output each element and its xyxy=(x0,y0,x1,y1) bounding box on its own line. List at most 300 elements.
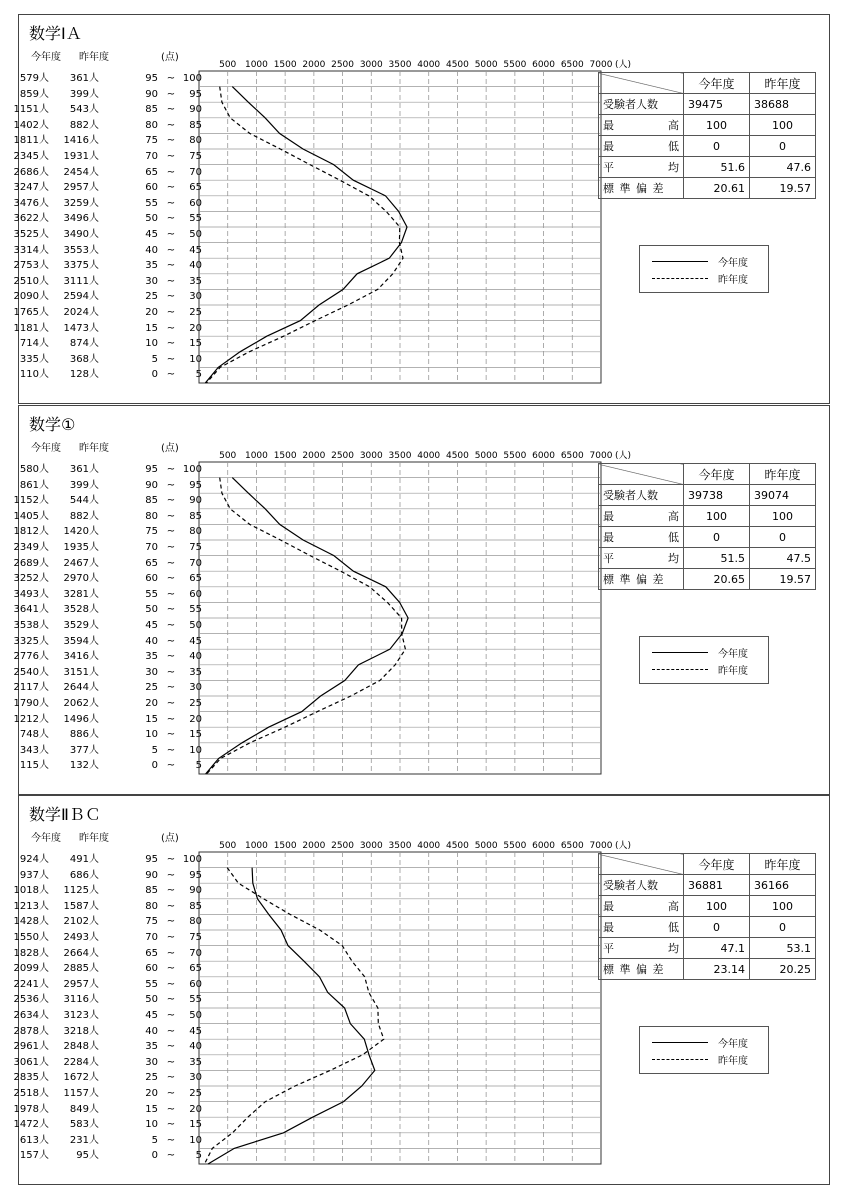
x-tick-label: 7000 xyxy=(589,451,613,461)
score-band-tilde: ~ xyxy=(166,885,176,897)
stats-value-previous: 39074 xyxy=(750,485,816,506)
current-year-count: 2536人 xyxy=(13,994,49,1006)
previous-year-count: 1157人 xyxy=(63,1088,99,1099)
previous-year-count: 886人 xyxy=(69,729,99,741)
series-line-previous xyxy=(207,478,406,774)
stats-value-previous: 100 xyxy=(750,115,816,136)
score-band-low: 70 xyxy=(145,151,158,162)
score-band-low: 80 xyxy=(145,900,158,912)
score-band-low: 75 xyxy=(145,135,158,147)
previous-year-count: 1416人 xyxy=(63,135,99,147)
score-band-tilde: ~ xyxy=(166,369,176,381)
stats-label: 最 高 xyxy=(599,506,684,527)
current-year-count: 3641人 xyxy=(13,604,49,616)
score-band-high: 30 xyxy=(189,1072,202,1084)
current-year-count: 1812人 xyxy=(13,526,49,538)
score-band-high: 80 xyxy=(189,526,202,538)
previous-year-count: 2664人 xyxy=(63,947,99,959)
score-band-low: 95 xyxy=(145,854,158,865)
score-band-high: 75 xyxy=(189,932,202,943)
previous-year-count: 399人 xyxy=(69,88,99,100)
x-tick-label: 6000 xyxy=(532,60,556,70)
stats-value-current: 20.61 xyxy=(684,178,750,199)
score-band-tilde: ~ xyxy=(166,166,176,178)
previous-year-count: 882人 xyxy=(69,119,99,131)
current-year-count: 2345人 xyxy=(13,151,49,162)
score-band-tilde: ~ xyxy=(166,854,176,865)
previous-year-count: 2644人 xyxy=(63,682,99,694)
score-band-high: 25 xyxy=(189,307,202,318)
previous-year-count: 686人 xyxy=(69,869,99,881)
score-band-low: 55 xyxy=(145,588,158,600)
x-tick-label: 500 xyxy=(219,451,237,461)
score-band-low: 50 xyxy=(145,994,158,1006)
stats-corner xyxy=(599,464,684,485)
score-band-low: 5 xyxy=(151,353,158,365)
score-band-tilde: ~ xyxy=(166,353,176,365)
current-year-count: 714人 xyxy=(19,338,49,350)
score-band-high: 90 xyxy=(189,885,202,897)
stats-value-previous: 100 xyxy=(750,506,816,527)
previous-year-count: 377人 xyxy=(69,744,99,756)
current-year-count: 859人 xyxy=(19,88,49,100)
score-band-tilde: ~ xyxy=(166,291,176,303)
score-band-low: 45 xyxy=(145,229,158,240)
previous-year-count: 128人 xyxy=(69,369,99,381)
x-tick-label: 2000 xyxy=(302,841,326,851)
score-band-low: 15 xyxy=(145,1103,158,1115)
chart-panel xyxy=(13,795,830,1185)
score-band-high: 95 xyxy=(189,869,202,881)
current-year-count: 1018人 xyxy=(13,885,49,897)
previous-year-count: 368人 xyxy=(69,353,99,365)
score-band-low: 50 xyxy=(145,213,158,225)
legend-dashed-line xyxy=(652,278,708,279)
chart-title: 数学ⅠＡ xyxy=(29,24,82,43)
stats-label: 最 低 xyxy=(599,917,684,938)
current-year-count: 1152人 xyxy=(13,495,49,507)
previous-year-count: 3151人 xyxy=(63,666,99,678)
score-band-tilde: ~ xyxy=(166,104,176,116)
score-band-tilde: ~ xyxy=(166,182,176,194)
header-current-year: 今年度 xyxy=(31,52,61,63)
current-year-count: 2510人 xyxy=(13,275,49,287)
current-year-count: 1405人 xyxy=(13,510,49,522)
stats-value-previous: 0 xyxy=(750,917,816,938)
score-band-tilde: ~ xyxy=(166,73,176,84)
score-band-tilde: ~ xyxy=(166,479,176,491)
score-band-low: 80 xyxy=(145,119,158,131)
score-band-tilde: ~ xyxy=(166,244,176,256)
x-tick-label: 1000 xyxy=(244,841,268,851)
current-year-count: 115人 xyxy=(19,760,49,772)
previous-year-count: 3111人 xyxy=(63,275,99,287)
score-band-high: 35 xyxy=(189,275,202,287)
legend xyxy=(639,1026,769,1074)
score-band-low: 30 xyxy=(145,666,158,678)
stats-value-current: 100 xyxy=(684,506,750,527)
stats-label: 標 準 偏 差 xyxy=(599,569,684,590)
previous-year-count: 2594人 xyxy=(63,291,99,303)
stats-value-current: 20.65 xyxy=(684,569,750,590)
score-band-high: 50 xyxy=(189,1010,202,1021)
stats-value-current: 100 xyxy=(684,896,750,917)
score-band-low: 80 xyxy=(145,510,158,522)
series-line-current xyxy=(206,478,409,774)
current-year-count: 110人 xyxy=(19,369,49,381)
score-band-low: 55 xyxy=(145,197,158,209)
score-band-tilde: ~ xyxy=(166,1103,176,1115)
score-band-high: 15 xyxy=(189,338,202,350)
current-year-count: 2117人 xyxy=(13,682,49,694)
previous-year-count: 132人 xyxy=(69,760,99,772)
legend-dashed-line xyxy=(652,669,708,670)
x-tick-label: 500 xyxy=(219,841,237,851)
x-tick-label: 3500 xyxy=(388,451,412,461)
stats-label: 最 高 xyxy=(599,896,684,917)
current-year-count: 343人 xyxy=(19,744,49,756)
score-band-high: 40 xyxy=(189,1041,202,1053)
x-tick-label: 4000 xyxy=(417,60,441,70)
score-band-high: 25 xyxy=(189,698,202,709)
current-year-count: 2241人 xyxy=(13,978,49,990)
current-year-count: 2090人 xyxy=(13,291,49,303)
score-band-high: 65 xyxy=(189,573,202,585)
score-band-high: 70 xyxy=(189,166,202,178)
current-year-count: 1402人 xyxy=(13,119,49,131)
x-tick-label: 5500 xyxy=(503,451,527,461)
stats-value-current: 51.5 xyxy=(684,548,750,569)
x-tick-label: 4500 xyxy=(445,60,469,70)
x-tick-label: 4000 xyxy=(417,451,441,461)
x-tick-label: 5500 xyxy=(503,841,527,851)
stats-header-previous: 昨年度 xyxy=(750,73,816,94)
score-band-low: 85 xyxy=(145,104,158,116)
stats-value-previous: 0 xyxy=(750,527,816,548)
previous-year-count: 3528人 xyxy=(63,604,99,616)
x-tick-label: 500 xyxy=(219,60,237,70)
score-band-tilde: ~ xyxy=(166,651,176,663)
score-band-tilde: ~ xyxy=(166,229,176,240)
score-band-low: 40 xyxy=(145,635,158,647)
score-band-tilde: ~ xyxy=(166,1041,176,1053)
stats-header-current: 今年度 xyxy=(684,854,750,875)
score-band-low: 65 xyxy=(145,557,158,569)
current-year-count: 613人 xyxy=(19,1134,49,1146)
x-tick-label: 2500 xyxy=(331,841,355,851)
score-band-low: 30 xyxy=(145,1056,158,1068)
previous-year-count: 1125人 xyxy=(63,885,99,897)
score-band-high: 60 xyxy=(189,588,202,600)
legend-label-previous: 昨年度 xyxy=(718,1056,748,1067)
score-band-high: 30 xyxy=(189,291,202,303)
score-band-low: 10 xyxy=(145,729,158,741)
score-band-low: 35 xyxy=(145,260,158,272)
score-band-tilde: ~ xyxy=(166,526,176,538)
current-year-count: 2349人 xyxy=(13,542,49,553)
score-band-high: 85 xyxy=(189,900,202,912)
current-year-count: 1811人 xyxy=(13,135,49,147)
header-points-unit: (点) xyxy=(161,443,179,454)
score-band-low: 35 xyxy=(145,651,158,663)
previous-year-count: 2493人 xyxy=(63,932,99,943)
score-band-tilde: ~ xyxy=(166,916,176,928)
score-band-low: 55 xyxy=(145,978,158,990)
legend-solid-line xyxy=(652,652,708,653)
current-year-count: 2634人 xyxy=(13,1010,49,1021)
score-band-tilde: ~ xyxy=(166,1119,176,1131)
series-line-current xyxy=(205,87,407,383)
score-band-high: 50 xyxy=(189,229,202,240)
stats-value-current: 0 xyxy=(684,917,750,938)
score-band-high: 95 xyxy=(189,88,202,100)
score-band-low: 90 xyxy=(145,869,158,881)
current-year-count: 1181人 xyxy=(13,322,49,334)
current-year-count: 157人 xyxy=(19,1150,49,1162)
x-tick-label: 6500 xyxy=(560,451,584,461)
score-band-tilde: ~ xyxy=(166,275,176,287)
score-band-high: 25 xyxy=(189,1088,202,1099)
previous-year-count: 2102人 xyxy=(63,916,99,928)
series-line-previous xyxy=(206,87,403,383)
x-tick-label: 1000 xyxy=(244,60,268,70)
score-band-high: 20 xyxy=(189,1103,202,1115)
score-band-high: 60 xyxy=(189,978,202,990)
stats-value-current: 51.6 xyxy=(684,157,750,178)
previous-year-count: 3218人 xyxy=(63,1025,99,1037)
legend-label-previous: 昨年度 xyxy=(718,666,748,677)
score-band-high: 40 xyxy=(189,651,202,663)
score-band-high: 60 xyxy=(189,197,202,209)
score-band-low: 45 xyxy=(145,1010,158,1021)
score-band-tilde: ~ xyxy=(166,744,176,756)
previous-year-count: 491人 xyxy=(69,854,99,865)
score-band-tilde: ~ xyxy=(166,151,176,162)
current-year-count: 3538人 xyxy=(13,620,49,631)
stats-label: 平 均 xyxy=(599,938,684,959)
stats-table xyxy=(598,853,816,980)
legend-solid-line xyxy=(652,1042,708,1043)
score-band-low: 15 xyxy=(145,322,158,334)
x-tick-label: 7000 xyxy=(589,60,613,70)
current-year-count: 2753人 xyxy=(13,260,49,272)
current-year-count: 3247人 xyxy=(13,182,49,194)
score-band-low: 75 xyxy=(145,916,158,928)
previous-year-count: 399人 xyxy=(69,479,99,491)
score-band-tilde: ~ xyxy=(166,1150,176,1162)
stats-table xyxy=(598,463,816,590)
stats-label: 最 低 xyxy=(599,136,684,157)
score-band-low: 70 xyxy=(145,932,158,943)
legend xyxy=(639,636,769,684)
score-band-high: 50 xyxy=(189,620,202,631)
x-tick-label: 6500 xyxy=(560,841,584,851)
score-band-tilde: ~ xyxy=(166,666,176,678)
previous-year-count: 2957人 xyxy=(63,182,99,194)
stats-value-previous: 20.25 xyxy=(750,959,816,980)
score-band-high: 10 xyxy=(189,744,202,756)
previous-year-count: 583人 xyxy=(69,1119,99,1131)
score-band-tilde: ~ xyxy=(166,1072,176,1084)
stats-header-current: 今年度 xyxy=(684,73,750,94)
score-band-low: 45 xyxy=(145,620,158,631)
previous-year-count: 3116人 xyxy=(63,994,99,1006)
previous-year-count: 95人 xyxy=(76,1150,99,1162)
previous-year-count: 882人 xyxy=(69,510,99,522)
score-band-tilde: ~ xyxy=(166,932,176,943)
current-year-count: 3325人 xyxy=(13,635,49,647)
previous-year-count: 3553人 xyxy=(63,244,99,256)
score-band-high: 30 xyxy=(189,682,202,694)
score-band-tilde: ~ xyxy=(166,947,176,959)
current-year-count: 2961人 xyxy=(13,1041,49,1053)
score-band-high: 100 xyxy=(182,73,202,84)
stats-label: 平 均 xyxy=(599,548,684,569)
x-tick-label: 4000 xyxy=(417,841,441,851)
score-band-low: 25 xyxy=(145,682,158,694)
score-band-tilde: ~ xyxy=(166,760,176,772)
x-tick-label: 5500 xyxy=(503,60,527,70)
x-tick-label: 3000 xyxy=(359,451,383,461)
x-tick-label: 2500 xyxy=(331,60,355,70)
chart-title: 数学ⅡＢＣ xyxy=(29,805,101,824)
previous-year-count: 543人 xyxy=(69,104,99,116)
score-band-low: 5 xyxy=(151,1134,158,1146)
score-band-tilde: ~ xyxy=(166,213,176,225)
score-band-low: 10 xyxy=(145,338,158,350)
score-band-low: 65 xyxy=(145,947,158,959)
current-year-count: 3525人 xyxy=(13,229,49,240)
current-year-count: 1978人 xyxy=(13,1103,49,1115)
score-band-low: 75 xyxy=(145,526,158,538)
previous-year-count: 3123人 xyxy=(63,1010,99,1021)
x-tick-label: 2000 xyxy=(302,60,326,70)
current-year-count: 3061人 xyxy=(13,1056,49,1068)
stats-value-current: 39475 xyxy=(684,94,750,115)
score-band-tilde: ~ xyxy=(166,557,176,569)
score-band-low: 70 xyxy=(145,542,158,553)
score-band-high: 70 xyxy=(189,947,202,959)
score-band-high: 80 xyxy=(189,135,202,147)
score-band-tilde: ~ xyxy=(166,510,176,522)
stats-value-current: 36881 xyxy=(684,875,750,896)
score-band-low: 85 xyxy=(145,885,158,897)
score-band-low: 15 xyxy=(145,713,158,725)
previous-year-count: 2970人 xyxy=(63,573,99,585)
x-tick-label: 4500 xyxy=(445,451,469,461)
current-year-count: 3622人 xyxy=(13,213,49,225)
chart-panel xyxy=(13,405,830,795)
score-band-low: 5 xyxy=(151,744,158,756)
x-tick-label: 6000 xyxy=(532,841,556,851)
score-band-high: 40 xyxy=(189,260,202,272)
x-tick-label: 1500 xyxy=(273,451,297,461)
stats-value-current: 0 xyxy=(684,527,750,548)
current-year-count: 2518人 xyxy=(13,1088,49,1099)
previous-year-count: 3496人 xyxy=(63,213,99,225)
current-year-count: 3252人 xyxy=(13,573,49,585)
previous-year-count: 2062人 xyxy=(63,698,99,709)
score-band-high: 35 xyxy=(189,1056,202,1068)
stats-label: 平 均 xyxy=(599,157,684,178)
score-band-high: 15 xyxy=(189,1119,202,1131)
current-year-count: 3476人 xyxy=(13,197,49,209)
legend-label-current: 今年度 xyxy=(718,1039,748,1050)
score-band-low: 90 xyxy=(145,88,158,100)
score-band-high: 55 xyxy=(189,604,202,616)
legend-label-current: 今年度 xyxy=(718,258,748,269)
stats-value-current: 39738 xyxy=(684,485,750,506)
score-band-tilde: ~ xyxy=(166,978,176,990)
current-year-count: 924人 xyxy=(19,854,49,865)
stats-table xyxy=(598,72,816,199)
score-band-tilde: ~ xyxy=(166,88,176,100)
header-current-year: 今年度 xyxy=(31,443,61,454)
score-band-high: 5 xyxy=(195,369,202,381)
score-band-tilde: ~ xyxy=(166,698,176,709)
x-tick-label: 1500 xyxy=(273,60,297,70)
x-unit-label: (人) xyxy=(614,60,632,70)
score-band-tilde: ~ xyxy=(166,900,176,912)
current-year-count: 1212人 xyxy=(13,713,49,725)
score-band-high: 75 xyxy=(189,151,202,162)
score-band-high: 45 xyxy=(189,244,202,256)
x-tick-label: 1000 xyxy=(244,451,268,461)
chart-panel xyxy=(13,14,830,404)
stats-header-previous: 昨年度 xyxy=(750,854,816,875)
stats-value-previous: 53.1 xyxy=(750,938,816,959)
previous-year-count: 3375人 xyxy=(63,260,99,272)
score-band-high: 10 xyxy=(189,353,202,365)
score-band-low: 20 xyxy=(145,698,158,709)
previous-year-count: 1935人 xyxy=(63,542,99,553)
x-tick-label: 4500 xyxy=(445,841,469,851)
score-band-tilde: ~ xyxy=(166,573,176,585)
stats-header-current: 今年度 xyxy=(684,464,750,485)
score-band-high: 85 xyxy=(189,119,202,131)
score-band-tilde: ~ xyxy=(166,588,176,600)
current-year-count: 1790人 xyxy=(13,698,49,709)
legend-solid-line xyxy=(652,261,708,262)
score-band-high: 100 xyxy=(182,854,202,865)
score-band-high: 75 xyxy=(189,542,202,553)
x-tick-label: 5000 xyxy=(474,451,498,461)
current-year-count: 2686人 xyxy=(13,166,49,178)
stats-value-previous: 19.57 xyxy=(750,569,816,590)
score-band-tilde: ~ xyxy=(166,869,176,881)
current-year-count: 579人 xyxy=(19,73,49,84)
stats-label: 標 準 偏 差 xyxy=(599,959,684,980)
previous-year-count: 3281人 xyxy=(63,588,99,600)
score-band-tilde: ~ xyxy=(166,464,176,475)
score-band-high: 95 xyxy=(189,479,202,491)
score-band-low: 40 xyxy=(145,1025,158,1037)
stats-value-current: 0 xyxy=(684,136,750,157)
score-band-tilde: ~ xyxy=(166,963,176,975)
score-band-high: 45 xyxy=(189,1025,202,1037)
stats-value-previous: 100 xyxy=(750,896,816,917)
stats-label: 受験者人数 xyxy=(599,485,684,506)
current-year-count: 2776人 xyxy=(13,651,49,663)
previous-year-count: 2885人 xyxy=(63,963,99,975)
score-band-tilde: ~ xyxy=(166,713,176,725)
chart-title: 数学① xyxy=(29,415,76,434)
stats-corner xyxy=(599,854,684,875)
current-year-count: 1765人 xyxy=(13,307,49,318)
x-tick-label: 6000 xyxy=(532,451,556,461)
score-band-tilde: ~ xyxy=(166,197,176,209)
current-year-count: 1428人 xyxy=(13,916,49,928)
